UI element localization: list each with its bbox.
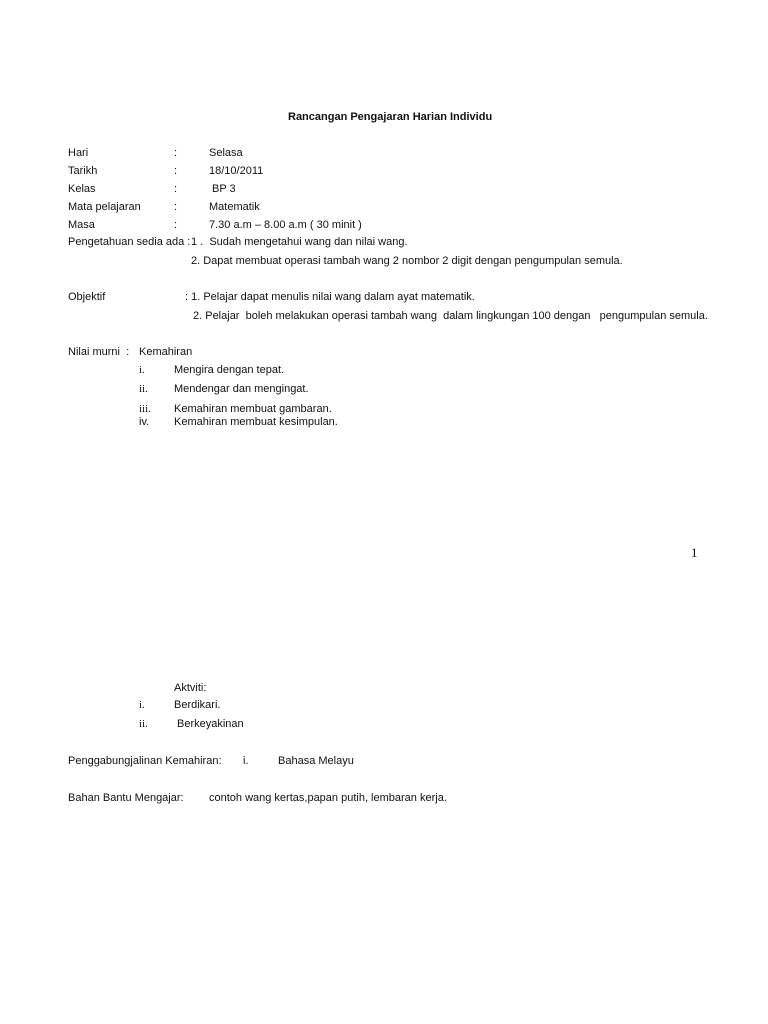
nilai-item-num: iv. bbox=[139, 416, 150, 428]
objektif-item-2: 2. Pelajar boleh melakukan operasi tambah wang dalam lingkungan 100 dengan pengumpulan semula. bbox=[193, 310, 708, 322]
objektif-label: Objektif bbox=[68, 291, 106, 303]
aktiviti-heading: Aktviti: bbox=[174, 682, 207, 694]
nilai-item-num: i. bbox=[139, 364, 145, 376]
objektif-item-1: : 1. Pelajar dapat menulis nilai wang dalam ayat matematik. bbox=[185, 291, 475, 303]
pengetahuan-label: Pengetahuan sedia ada : bbox=[68, 236, 191, 248]
mata-pelajaran-value: Matematik bbox=[209, 201, 260, 213]
bahan-bantu-value: contoh wang kertas,papan putih, lembaran kerja. bbox=[209, 792, 447, 804]
hari-value: Selasa bbox=[209, 147, 243, 159]
tarikh-label: Tarikh bbox=[68, 165, 98, 177]
kemahiran-heading: Kemahiran bbox=[139, 346, 193, 358]
aktiviti-item-num: i. bbox=[139, 699, 145, 711]
penggabungjalinan-num: i. bbox=[243, 755, 249, 767]
nilai-item-num: ii. bbox=[139, 383, 148, 395]
masa-colon: : bbox=[174, 219, 178, 231]
document-title: Rancangan Pengajaran Harian Individu bbox=[288, 111, 493, 123]
nilai-item-text: Kemahiran membuat gambaran. bbox=[174, 403, 332, 415]
penggabungjalinan-label: Penggabungjalinan Kemahiran: bbox=[68, 755, 222, 767]
mata-pelajaran-label: Mata pelajaran bbox=[68, 201, 141, 213]
hari-label: Hari bbox=[68, 147, 89, 159]
aktiviti-item-text: Berkeyakinan bbox=[177, 718, 244, 730]
nilai-item-text: Kemahiran membuat kesimpulan. bbox=[174, 416, 338, 428]
aktiviti-item-text: Berdikari. bbox=[174, 699, 221, 711]
masa-label: Masa bbox=[68, 219, 95, 231]
nilai-murni-label: Nilai murni : bbox=[68, 346, 130, 358]
pengetahuan-item-2: 2. Dapat membuat operasi tambah wang 2 nombor 2 digit dengan pengumpulan semula. bbox=[191, 255, 623, 267]
hari-colon: : bbox=[174, 147, 178, 159]
masa-value: 7.30 a.m – 8.00 a.m ( 30 minit ) bbox=[209, 219, 362, 231]
tarikh-colon: : bbox=[174, 165, 178, 177]
tarikh-value: 18/10/2011 bbox=[209, 165, 264, 177]
page-number: 1 bbox=[691, 545, 698, 560]
aktiviti-item-num: ii. bbox=[139, 718, 148, 730]
kelas-label: Kelas bbox=[68, 183, 96, 195]
bahan-bantu-label: Bahan Bantu Mengajar: bbox=[68, 792, 184, 804]
mata-pelajaran-colon: : bbox=[174, 201, 178, 213]
pengetahuan-item-1: 1 . Sudah mengetahui wang dan nilai wang. bbox=[191, 236, 408, 248]
penggabungjalinan-value: Bahasa Melayu bbox=[278, 755, 354, 767]
nilai-item-text: Mengira dengan tepat. bbox=[174, 364, 285, 376]
nilai-item-num: iii. bbox=[139, 403, 151, 415]
kelas-colon: : bbox=[174, 183, 178, 195]
kelas-value: BP 3 bbox=[212, 183, 236, 195]
nilai-item-text: Mendengar dan mengingat. bbox=[174, 383, 309, 395]
